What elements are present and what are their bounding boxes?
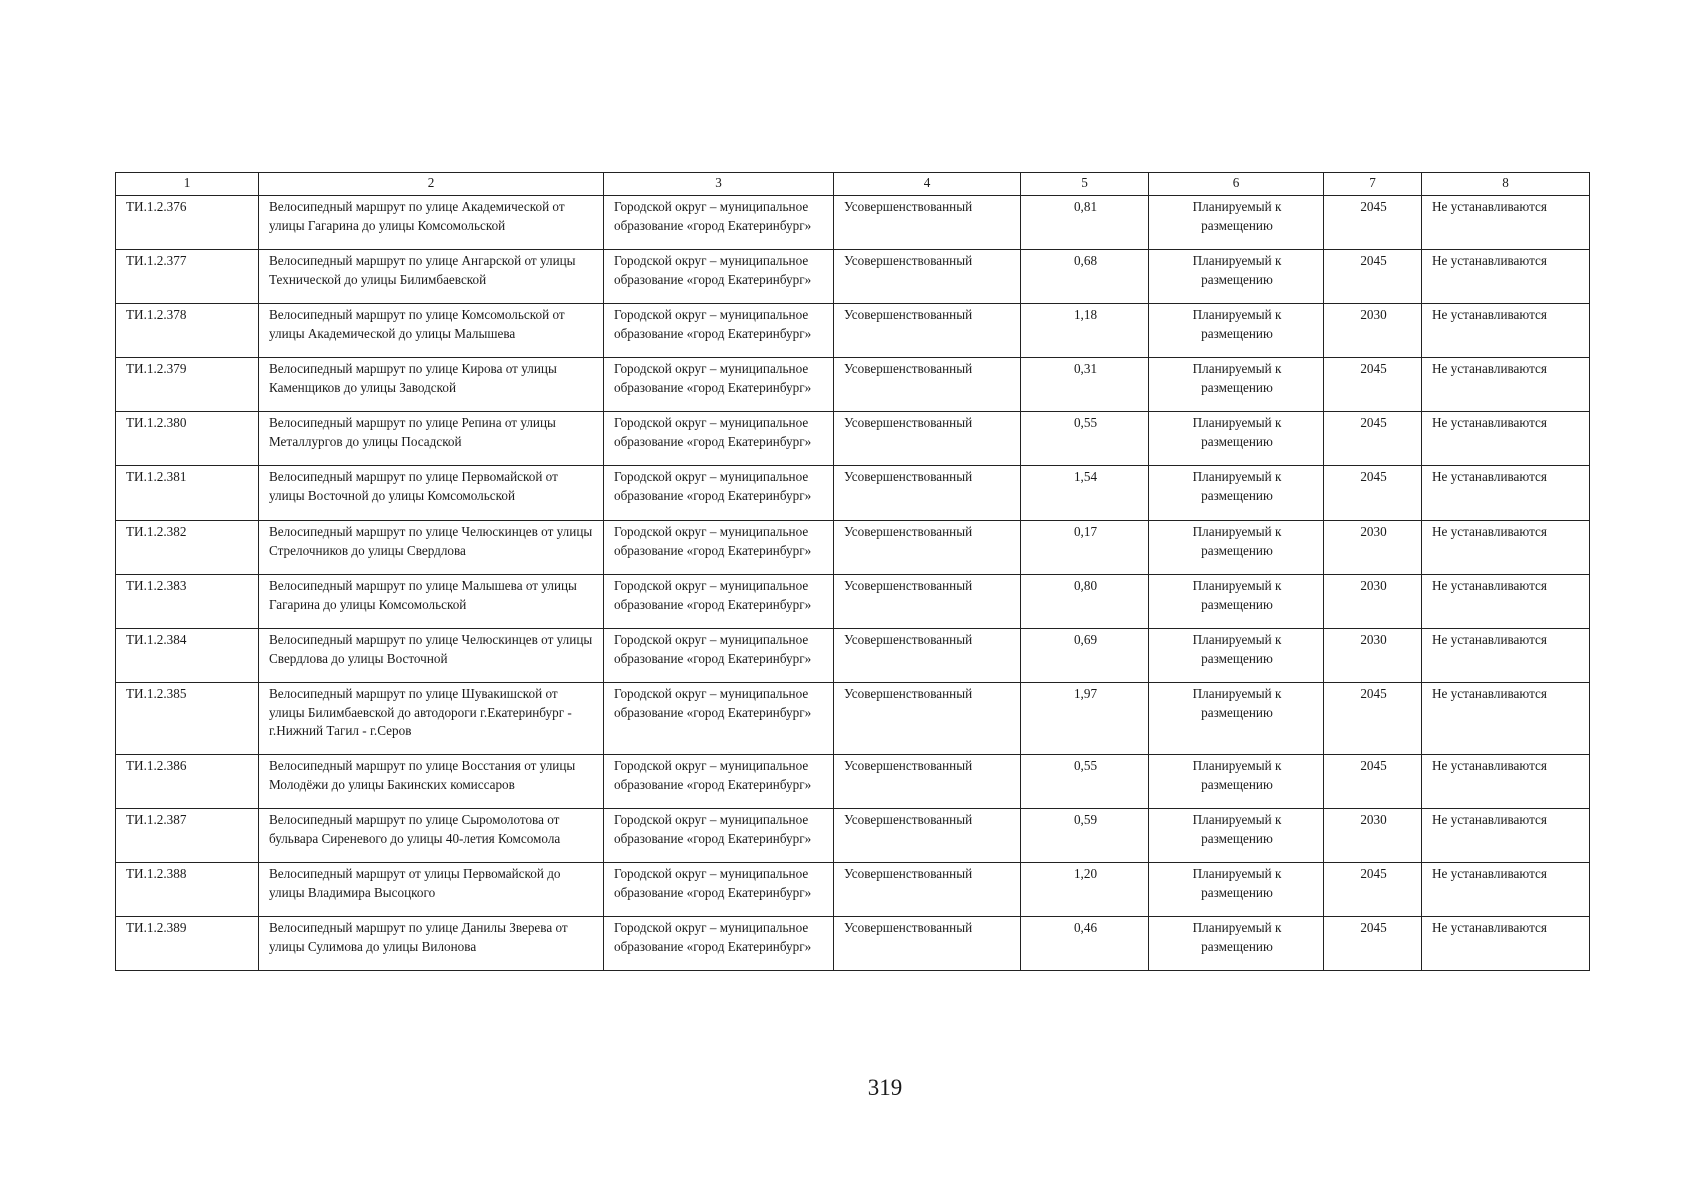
cell-status: Планируемый к размещению — [1149, 755, 1324, 809]
cell-object-code: ТИ.1.2.381 — [116, 466, 259, 521]
cell-road-category: Усовершенствованный — [834, 683, 1021, 755]
cell-length-km: 1,97 — [1021, 683, 1149, 755]
cell-municipality: Городской округ – муниципальное образование «город Екатеринбург» — [604, 917, 834, 971]
cell-status: Планируемый к размещению — [1149, 809, 1324, 863]
cell-municipality: Городской округ – муниципальное образование «город Екатеринбург» — [604, 809, 834, 863]
table-row — [116, 358, 1590, 412]
cell-length-km: 0,55 — [1021, 755, 1149, 809]
cell-object-name: Велосипедный маршрут по улице Челюскинцев от улицы Стрелочников до улицы Свердлова — [259, 521, 604, 575]
cell-year: 2030 — [1324, 809, 1422, 863]
cell-zones: Не устанавливаются — [1422, 575, 1590, 629]
cell-year: 2030 — [1324, 304, 1422, 358]
cell-road-category: Усовершенствованный — [834, 629, 1021, 683]
cell-object-code: ТИ.1.2.389 — [116, 917, 259, 971]
cell-municipality: Городской округ – муниципальное образование «город Екатеринбург» — [604, 521, 834, 575]
header-row — [116, 173, 1590, 196]
cell-municipality: Городской округ – муниципальное образование «город Екатеринбург» — [604, 304, 834, 358]
cell-object-name: Велосипедный маршрут по улице Кирова от улицы Каменщиков до улицы Заводской — [259, 358, 604, 412]
table-row — [116, 683, 1590, 755]
header-col-1: 1 — [116, 173, 259, 196]
cell-zones: Не устанавливаются — [1422, 863, 1590, 917]
table-row — [116, 755, 1590, 809]
cell-year: 2030 — [1324, 629, 1422, 683]
cell-year: 2045 — [1324, 466, 1422, 521]
cell-status: Планируемый к размещению — [1149, 412, 1324, 466]
cell-municipality: Городской округ – муниципальное образование «город Екатеринбург» — [604, 358, 834, 412]
table-row — [116, 412, 1590, 466]
cell-status: Планируемый к размещению — [1149, 863, 1324, 917]
cell-year: 2045 — [1324, 917, 1422, 971]
header-col-7: 7 — [1324, 173, 1422, 196]
cell-object-name: Велосипедный маршрут по улице Академической от улицы Гагарина до улицы Комсомольской — [259, 196, 604, 250]
cell-zones: Не устанавливаются — [1422, 196, 1590, 250]
cell-road-category: Усовершенствованный — [834, 412, 1021, 466]
cell-status: Планируемый к размещению — [1149, 250, 1324, 304]
header-col-6: 6 — [1149, 173, 1324, 196]
header-col-8: 8 — [1422, 173, 1590, 196]
cell-municipality: Городской округ – муниципальное образование «город Екатеринбург» — [604, 412, 834, 466]
cell-length-km: 1,20 — [1021, 863, 1149, 917]
cell-object-name: Велосипедный маршрут от улицы Первомайской до улицы Владимира Высоцкого — [259, 863, 604, 917]
cell-year: 2045 — [1324, 683, 1422, 755]
table-row — [116, 521, 1590, 575]
cell-zones: Не устанавливаются — [1422, 521, 1590, 575]
cell-object-code: ТИ.1.2.380 — [116, 412, 259, 466]
cell-year: 2045 — [1324, 196, 1422, 250]
header-col-5: 5 — [1021, 173, 1149, 196]
planning-table — [115, 172, 1590, 971]
cell-road-category: Усовершенствованный — [834, 466, 1021, 521]
cell-object-code: ТИ.1.2.384 — [116, 629, 259, 683]
cell-road-category: Усовершенствованный — [834, 755, 1021, 809]
cell-road-category: Усовершенствованный — [834, 917, 1021, 971]
cell-object-name: Велосипедный маршрут по улице Челюскинцев от улицы Свердлова до улицы Восточной — [259, 629, 604, 683]
table-row — [116, 917, 1590, 971]
cell-zones: Не устанавливаются — [1422, 755, 1590, 809]
cell-length-km: 0,59 — [1021, 809, 1149, 863]
cell-municipality: Городской округ – муниципальное образование «город Екатеринбург» — [604, 629, 834, 683]
cell-object-name: Велосипедный маршрут по улице Шувакишской от улицы Билимбаевской до автодороги г.Екатеринбург - г.Нижний Тагил - г.Серов — [259, 683, 604, 755]
cell-object-code: ТИ.1.2.388 — [116, 863, 259, 917]
cell-status: Планируемый к размещению — [1149, 304, 1324, 358]
cell-object-name: Велосипедный маршрут по улице Восстания от улицы Молодёжи до улицы Бакинских комиссаров — [259, 755, 604, 809]
cell-object-code: ТИ.1.2.377 — [116, 250, 259, 304]
cell-municipality: Городской округ – муниципальное образование «город Екатеринбург» — [604, 196, 834, 250]
cell-year: 2045 — [1324, 412, 1422, 466]
cell-length-km: 0,17 — [1021, 521, 1149, 575]
cell-municipality: Городской округ – муниципальное образование «город Екатеринбург» — [604, 575, 834, 629]
cell-road-category: Усовершенствованный — [834, 521, 1021, 575]
cell-road-category: Усовершенствованный — [834, 304, 1021, 358]
cell-zones: Не устанавливаются — [1422, 683, 1590, 755]
cell-year: 2045 — [1324, 863, 1422, 917]
table-row — [116, 629, 1590, 683]
cell-object-name: Велосипедный маршрут по улице Репина от улицы Металлургов до улицы Посадской — [259, 412, 604, 466]
table-row — [116, 466, 1590, 521]
cell-object-name: Велосипедный маршрут по улице Сыромолотова от бульвара Сиреневого до улицы 40-летия Комсомола — [259, 809, 604, 863]
cell-municipality: Городской округ – муниципальное образование «город Екатеринбург» — [604, 863, 834, 917]
cell-status: Планируемый к размещению — [1149, 196, 1324, 250]
cell-road-category: Усовершенствованный — [834, 358, 1021, 412]
cell-status: Планируемый к размещению — [1149, 521, 1324, 575]
cell-road-category: Усовершенствованный — [834, 196, 1021, 250]
cell-object-code: ТИ.1.2.382 — [116, 521, 259, 575]
cell-object-code: ТИ.1.2.386 — [116, 755, 259, 809]
cell-municipality: Городской округ – муниципальное образование «город Екатеринбург» — [604, 466, 834, 521]
cell-length-km: 0,68 — [1021, 250, 1149, 304]
cell-length-km: 0,31 — [1021, 358, 1149, 412]
cell-object-name: Велосипедный маршрут по улице Данилы Зверева от улицы Сулимова до улицы Вилонова — [259, 917, 604, 971]
cell-municipality: Городской округ – муниципальное образование «город Екатеринбург» — [604, 683, 834, 755]
table-body — [116, 196, 1590, 971]
header-col-4: 4 — [834, 173, 1021, 196]
cell-status: Планируемый к размещению — [1149, 575, 1324, 629]
cell-zones: Не устанавливаются — [1422, 304, 1590, 358]
cell-zones: Не устанавливаются — [1422, 412, 1590, 466]
cell-object-code: ТИ.1.2.378 — [116, 304, 259, 358]
table-row — [116, 863, 1590, 917]
table-row — [116, 809, 1590, 863]
cell-object-name: Велосипедный маршрут по улице Первомайской от улицы Восточной до улицы Комсомольской — [259, 466, 604, 521]
cell-object-code: ТИ.1.2.376 — [116, 196, 259, 250]
header-col-2: 2 — [259, 173, 604, 196]
cell-object-name: Велосипедный маршрут по улице Комсомольской от улицы Академической до улицы Малышева — [259, 304, 604, 358]
cell-length-km: 0,69 — [1021, 629, 1149, 683]
table-row — [116, 250, 1590, 304]
cell-year: 2045 — [1324, 250, 1422, 304]
cell-object-code: ТИ.1.2.383 — [116, 575, 259, 629]
cell-zones: Не устанавливаются — [1422, 809, 1590, 863]
cell-zones: Не устанавливаются — [1422, 358, 1590, 412]
cell-length-km: 0,81 — [1021, 196, 1149, 250]
cell-zones: Не устанавливаются — [1422, 917, 1590, 971]
cell-object-name: Велосипедный маршрут по улице Ангарской от улицы Технической до улицы Билимбаевской — [259, 250, 604, 304]
cell-status: Планируемый к размещению — [1149, 466, 1324, 521]
cell-object-name: Велосипедный маршрут по улице Малышева от улицы Гагарина до улицы Комсомольской — [259, 575, 604, 629]
cell-road-category: Усовершенствованный — [834, 250, 1021, 304]
cell-municipality: Городской округ – муниципальное образование «город Екатеринбург» — [604, 755, 834, 809]
cell-municipality: Городской округ – муниципальное образование «город Екатеринбург» — [604, 250, 834, 304]
cell-year: 2030 — [1324, 521, 1422, 575]
header-col-3: 3 — [604, 173, 834, 196]
cell-length-km: 1,54 — [1021, 466, 1149, 521]
table-row — [116, 304, 1590, 358]
table-row — [116, 575, 1590, 629]
cell-status: Планируемый к размещению — [1149, 917, 1324, 971]
cell-object-code: ТИ.1.2.385 — [116, 683, 259, 755]
cell-object-code: ТИ.1.2.387 — [116, 809, 259, 863]
cell-length-km: 0,55 — [1021, 412, 1149, 466]
cell-zones: Не устанавливаются — [1422, 466, 1590, 521]
cell-road-category: Усовершенствованный — [834, 809, 1021, 863]
cell-length-km: 0,80 — [1021, 575, 1149, 629]
cell-length-km: 0,46 — [1021, 917, 1149, 971]
cell-zones: Не устанавливаются — [1422, 250, 1590, 304]
cell-road-category: Усовершенствованный — [834, 863, 1021, 917]
cell-zones: Не устанавливаются — [1422, 629, 1590, 683]
cell-status: Планируемый к размещению — [1149, 629, 1324, 683]
page-number: 319 — [867, 1075, 903, 1100]
cell-length-km: 1,18 — [1021, 304, 1149, 358]
cell-road-category: Усовершенствованный — [834, 575, 1021, 629]
cell-year: 2030 — [1324, 575, 1422, 629]
cell-status: Планируемый к размещению — [1149, 358, 1324, 412]
cell-object-code: ТИ.1.2.379 — [116, 358, 259, 412]
cell-year: 2045 — [1324, 755, 1422, 809]
cell-status: Планируемый к размещению — [1149, 683, 1324, 755]
cell-year: 2045 — [1324, 358, 1422, 412]
table-row — [116, 196, 1590, 250]
